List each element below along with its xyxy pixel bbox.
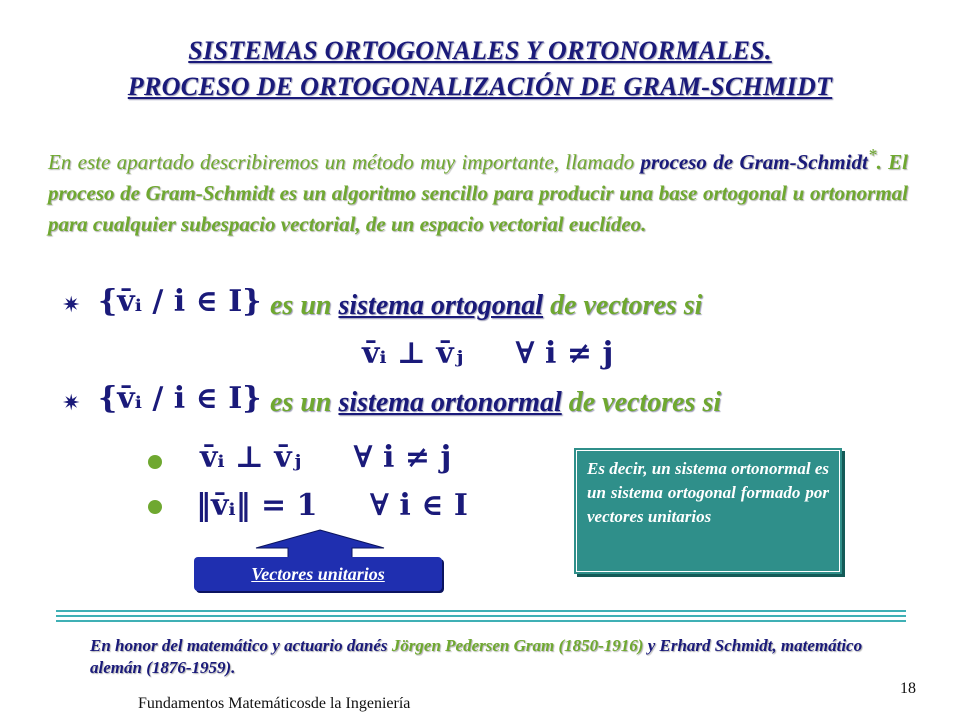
page-title-line1: SISTEMAS ORTOGONALES Y ORTONORMALES. (188, 36, 772, 65)
set-notation-1: {v̄ᵢ / i ∈ I} (98, 284, 262, 319)
orthogonal-post: de vectores si (543, 290, 703, 321)
orthonormal-pre: es un (270, 387, 339, 418)
intro-text-1: En este apartado describiremos un método muy importante, llamado (48, 150, 641, 174)
page-title-line2: PROCESO DE ORTOGONALIZACIÓN DE GRAM-SCHMIDT (127, 72, 833, 101)
footnote-text-2: y Erhard Schmidt, matemático alemán (1876-1959). (90, 636, 863, 677)
intro-highlight: proceso de Gram-Schmidt (640, 150, 868, 174)
orthonormal-definition (270, 387, 721, 419)
orthonormal-post: de vectores si (561, 387, 722, 418)
dot-bullet-icon (148, 500, 162, 514)
dot-bullet-icon (148, 455, 162, 469)
footnote-name: Jörgen Pedersen Gram (1850-1916) (391, 636, 644, 655)
orthogonal-definition (270, 290, 702, 322)
orthonormal-condition-2: ‖v̄ᵢ‖ = 1 ∀ i ∈ I (196, 488, 468, 523)
page-number: 18 (900, 680, 916, 697)
divider (56, 615, 906, 617)
footnote-text-1: En honor del matemático y actuario danés (90, 636, 392, 655)
callout-box: Es decir, un sistema ortonormal es un sistema ortogonal formado por vectores unitarios (576, 450, 840, 572)
orthonormal-condition-1: v̄ᵢ ⊥ v̄ⱼ ∀ i ≠ j (200, 440, 452, 475)
intro-paragraph (48, 140, 908, 240)
intro-text-2: . El proceso de Gram-Schmidt es un algoritmo sencillo para producir una base ortogonal u ortonormal para cualquier subespacio vectorial, de un espacio vectorial euclídeo. (48, 150, 909, 236)
orthogonal-pre: es un (270, 290, 339, 321)
unit-vectors-label: Vectores unitarios (194, 557, 442, 591)
divider (56, 610, 906, 612)
footnote (90, 635, 890, 679)
star-bullet-icon: ✷ (62, 390, 81, 415)
orthogonal-term: sistema ortogonal (338, 290, 544, 321)
star-bullet-icon: ✷ (62, 292, 81, 317)
intro-asterisk: * (867, 145, 877, 165)
footer-course: Fundamentos Matemáticosde la Ingeniería (138, 695, 411, 712)
divider (56, 620, 906, 622)
up-arrow-icon (250, 528, 390, 560)
orthogonal-condition: v̄ᵢ ⊥ v̄ⱼ ∀ i ≠ j (362, 336, 614, 371)
set-notation-2: {v̄ᵢ / i ∈ I} (98, 381, 262, 416)
orthonormal-term: sistema ortonormal (338, 387, 562, 418)
